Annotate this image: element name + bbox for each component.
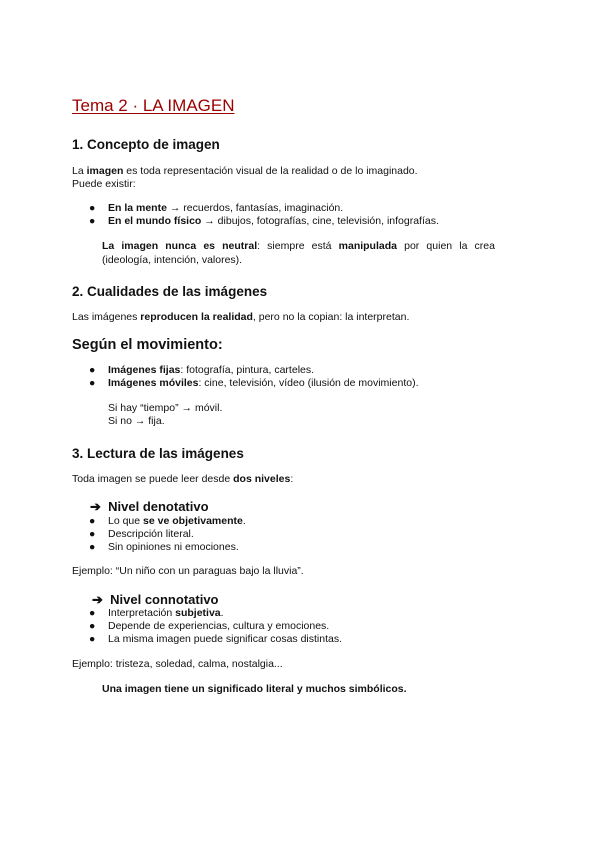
list-item: ● En la mente → recuerdos, fantasías, imaginación.	[89, 202, 344, 214]
section-1-paragraph: La imagen es toda representación visual de la realidad o de lo imaginado.	[72, 165, 418, 177]
movement-note-2: Si no → fija.	[108, 415, 165, 427]
section-3-heading: 3. Lectura de las imágenes	[72, 446, 244, 461]
bullet-icon: ●	[89, 515, 96, 527]
conclusion: Una imagen tiene un significado literal y muchos simbólicos.	[102, 683, 407, 695]
connotative-example: Ejemplo: tristeza, soledad, calma, nostalgia...	[72, 658, 283, 670]
bullet-icon: ●	[89, 620, 96, 632]
neutrality-note: La imagen nunca es neutral: siempre está manipulada por quien la crea (ideología, intención, valores).	[102, 240, 495, 266]
bullet-icon: ●	[89, 215, 96, 227]
arrow-right-icon: ➔	[92, 592, 103, 607]
list-item: ● Lo que se ve objetivamente.	[89, 515, 246, 527]
list-item: ● Depende de experiencias, cultura y emociones.	[89, 620, 330, 632]
section-1-heading: 1. Concepto de imagen	[72, 137, 220, 152]
list-item: ● Interpretación subjetiva.	[89, 607, 224, 619]
bullet-icon: ●	[89, 633, 96, 645]
bullet-icon: ●	[89, 607, 96, 619]
list-item: ● Sin opiniones ni emociones.	[89, 541, 239, 553]
bullet-icon: ●	[89, 528, 96, 540]
connotative-heading: ➔ Nivel connotativo	[92, 592, 219, 607]
denotative-heading: ➔ Nivel denotativo	[90, 499, 209, 514]
list-item: ● En el mundo físico → dibujos, fotografías, cine, televisión, infografías.	[89, 215, 439, 227]
bullet-icon: ●	[89, 541, 96, 553]
movement-subheading: Según el movimiento:	[72, 337, 223, 353]
list-item: ● La misma imagen puede significar cosas distintas.	[89, 633, 343, 645]
list-item: ● Imágenes móviles: cine, televisión, vídeo (ilusión de movimiento).	[89, 377, 419, 389]
movement-note-1: Si hay “tiempo” → móvil.	[108, 402, 223, 414]
section-2-paragraph: Las imágenes reproducen la realidad, pero no la copian: la interpretan.	[72, 311, 410, 323]
bullet-icon: ●	[89, 364, 96, 376]
page-title: Tema 2 · LA IMAGEN	[72, 96, 235, 115]
list-item: ● Imágenes fijas: fotografía, pintura, carteles.	[89, 364, 315, 376]
section-2-heading: 2. Cualidades de las imágenes	[72, 284, 268, 299]
section-1-paragraph-2: Puede existir:	[72, 178, 136, 190]
list-item: ● Descripción literal.	[89, 528, 194, 540]
denotative-example: Ejemplo: “Un niño con un paraguas bajo la lluvia”.	[72, 565, 304, 577]
section-3-paragraph: Toda imagen se puede leer desde dos niveles:	[72, 473, 294, 485]
arrow-right-icon: ➔	[90, 499, 101, 514]
bullet-icon: ●	[89, 202, 96, 214]
bullet-icon: ●	[89, 377, 96, 389]
